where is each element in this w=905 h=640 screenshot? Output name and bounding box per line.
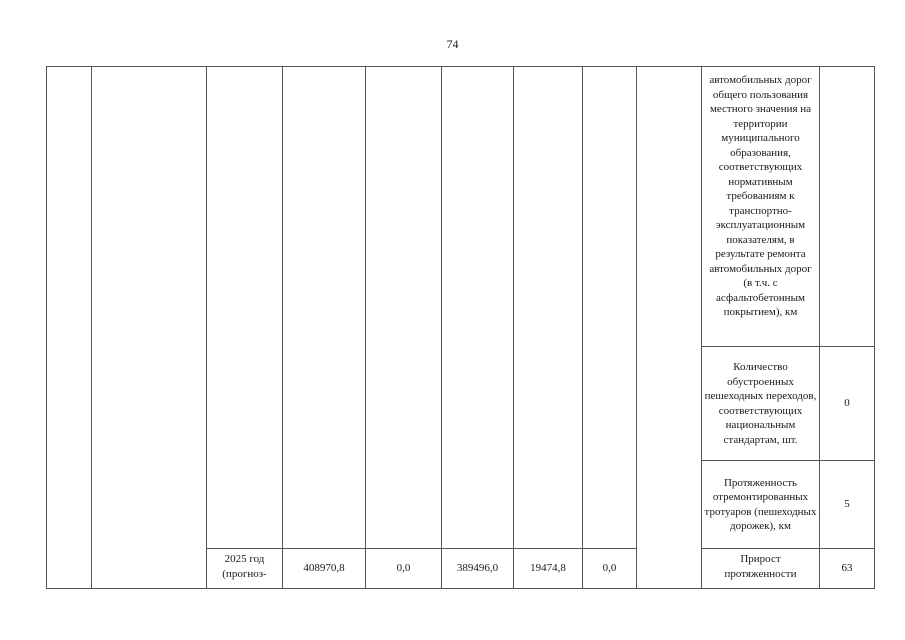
cell-number	[47, 67, 92, 589]
federal-cell: 0,0	[366, 549, 442, 589]
indicator-value	[820, 67, 875, 347]
cell-other	[583, 67, 637, 549]
indicator-cell: Протяженность отремонтированных тротуаров (пешеходных дорожек), км	[702, 461, 820, 549]
total-cell: 408970,8	[283, 549, 366, 589]
other-cell: 0,0	[583, 549, 637, 589]
cell-executor	[637, 67, 702, 589]
indicator-cell: автомобильных дорог общего пользования местного значения на территории муниципального образования, соответствующих нормативным требованиям к транспортно-эксплуатационным показателям, в результате ремонта автомобильных дорог (в т.ч. с асфальтобетонным покрытием), км	[702, 67, 820, 347]
cell-federal	[366, 67, 442, 549]
cell-period	[207, 67, 283, 549]
year-cell: 2025 год (прогноз-	[207, 549, 283, 589]
page-number: 74	[446, 37, 459, 51]
cell-regional	[442, 67, 514, 549]
indicator-cell: Прирост протяженности	[702, 549, 820, 589]
indicator-value: 63	[820, 549, 875, 589]
indicator-value: 5	[820, 461, 875, 549]
table-row	[47, 67, 875, 347]
budget-table	[46, 66, 875, 589]
cell-local	[514, 67, 583, 549]
indicator-value: 0	[820, 347, 875, 461]
cell-total	[283, 67, 366, 549]
indicator-cell: Количество обустроенных пешеходных переходов, соответствующих национальным стандартам, шт.	[702, 347, 820, 461]
regional-cell: 389496,0	[442, 549, 514, 589]
local-cell: 19474,8	[514, 549, 583, 589]
cell-name	[92, 67, 207, 589]
